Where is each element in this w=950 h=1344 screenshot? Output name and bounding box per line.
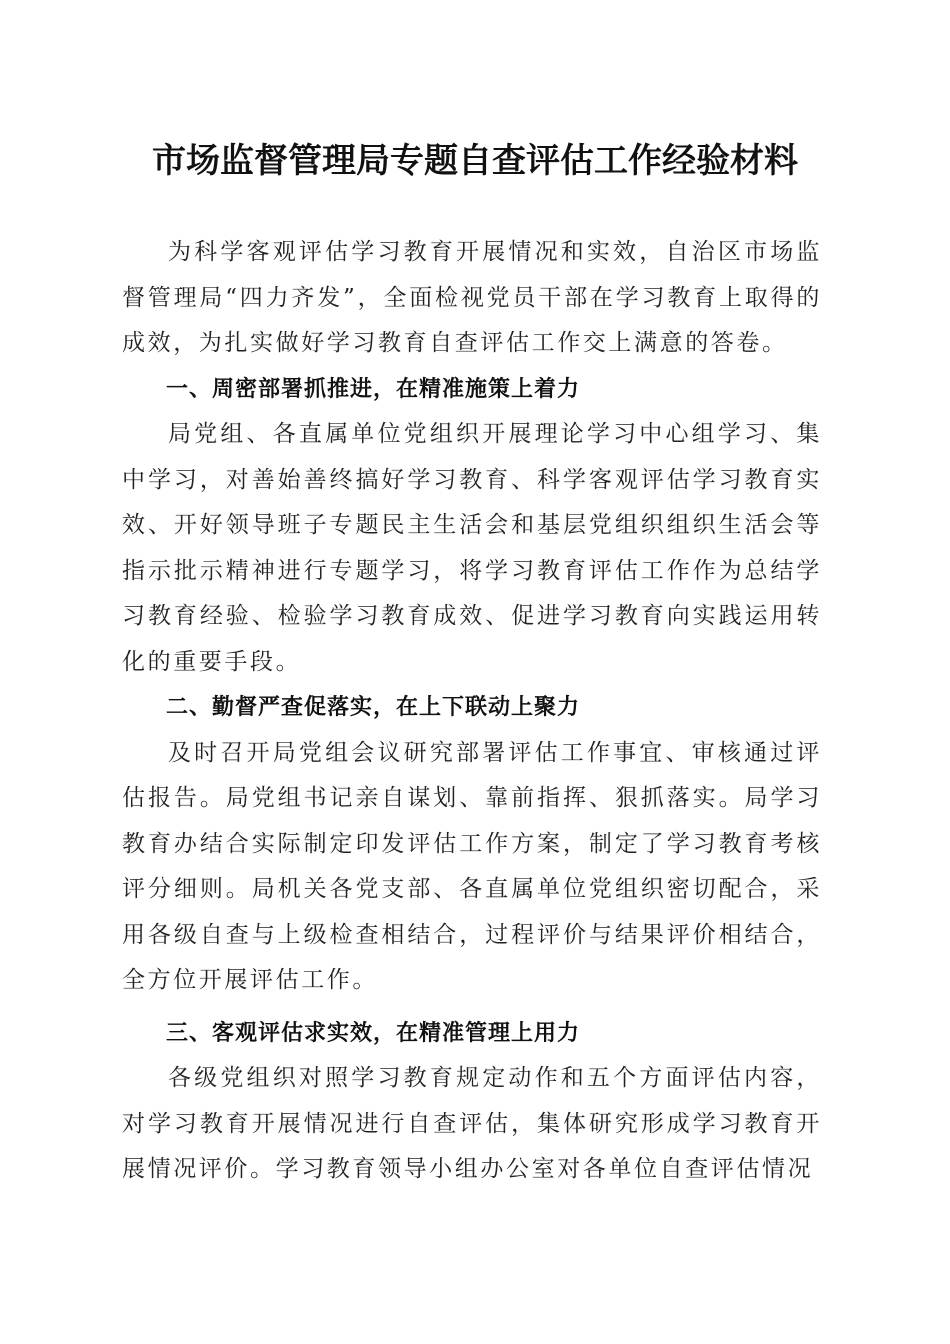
document-title: 市场监督管理局专题自查评估工作经验材料 <box>152 141 798 181</box>
section-body-1: 局党组、各直属单位党组织开展理论学习中心组学习、集中学习，对善始善终搞好学习教育、科学客观评估学习教育实效、开好领导班子专题民主生活会和基层党组织组织生活会等指示批示精神进行专题学习，将学习教育评估工作作为总结学习教育经验、检验学习教育成效、促进学习教育向实践运用转化的重要手段。 <box>122 421 822 675</box>
section-body-3: 各级党组织对照学习教育规定动作和五个方面评估内容，对学习教育开展情况进行自查评估，集体研究形成学习教育开展情况评价。学习教育领导小组办公室对各单位自查评估情况 <box>122 1065 822 1182</box>
section-heading-2: 二、勤督严查促落实，在上下联动上聚力 <box>166 695 581 720</box>
section-heading-3: 三、客观评估求实效，在精准管理上用力 <box>166 1020 581 1046</box>
intro-paragraph: 为科学客观评估学习教育开展情况和实效，自治区市场监督管理局“四力齐发”，全面检视党员干部在学习教育上取得的成效，为扎实做好学习教育自查评估工作交上满意的答卷。 <box>122 239 822 356</box>
document-body <box>122 230 822 1193</box>
section-heading-1: 一、周密部署抓推进，在精准施策上着力 <box>166 376 581 402</box>
section-body-2: 及时召开局党组会议研究部署评估工作事宜、审核通过评估报告。局党组书记亲自谋划、靠前指挥、狠抓落实。局学习教育办结合实际制定印发评估工作方案，制定了学习教育考核评分细则。局机关各党支部、各直属单位党组织密切配合，采用各级自查与上级检查相结合，过程评价与结果评价相结合，全方位开展评估工作。 <box>122 739 822 993</box>
